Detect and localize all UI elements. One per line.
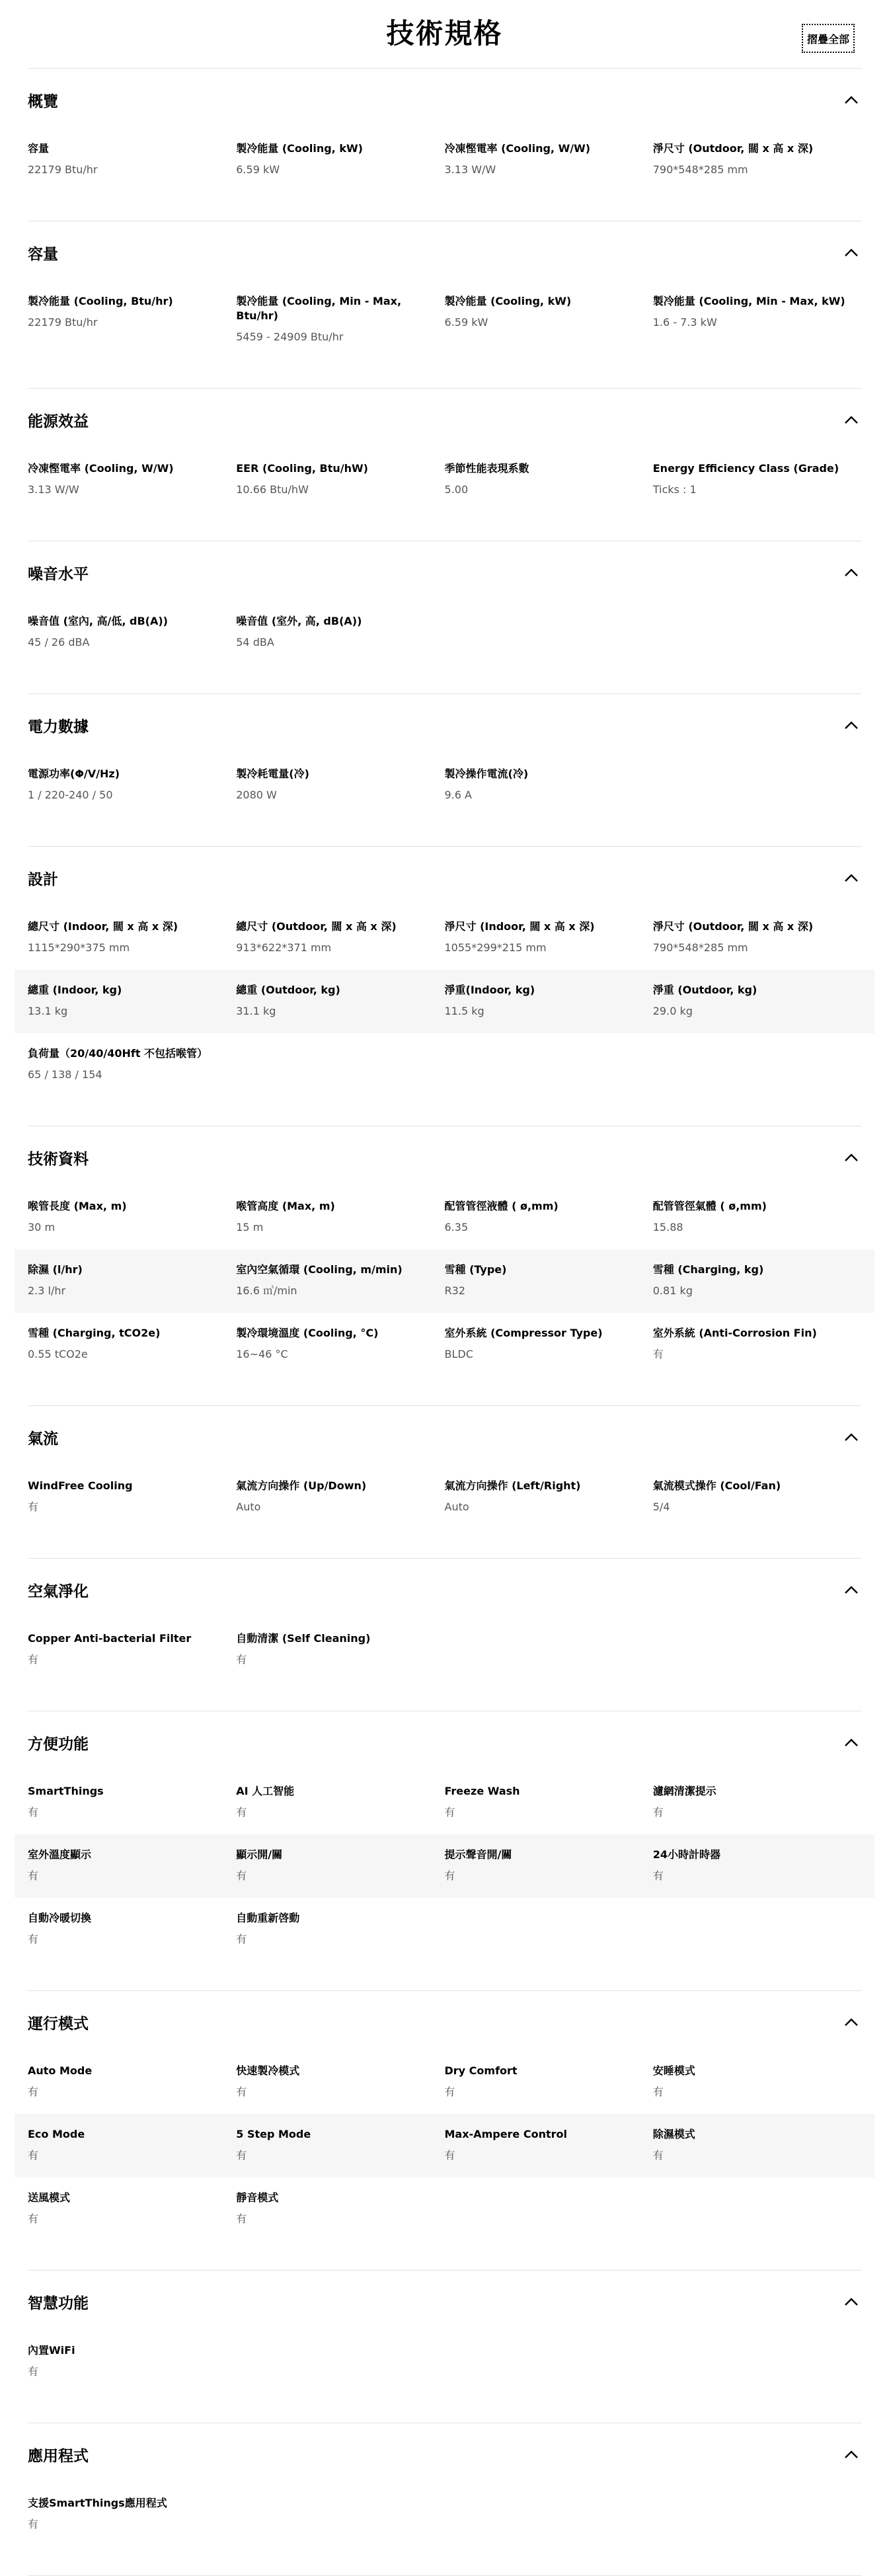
section-header[interactable] [28,867,861,889]
spec-value: 16~46 °C [236,1348,288,1360]
spec-item [28,294,236,344]
section-title: 技術資料 [28,1150,89,1168]
spec-value: 有 [652,1806,664,1818]
spec-item [653,1199,861,1235]
spec-label: 總重 (Outdoor, kg) [236,984,340,996]
spec-value: 9.6 A [444,789,472,801]
spec-item [445,767,653,802]
spec-value: 5.00 [444,483,469,496]
spec-value: 有 [236,2212,247,2225]
section-title: 運行模式 [28,2015,89,2033]
section-header[interactable] [28,1731,861,1754]
spec-value: Ticks : 1 [652,483,697,496]
collapse-all-button[interactable]: 摺疊全部 [802,24,855,53]
section-title: 空氣淨化 [28,1582,89,1600]
spec-label: 雪種 (Charging, kg) [652,1263,764,1276]
spec-label: 製冷能量 (Cooling, Btu/hr) [28,295,173,307]
spec-value: 22179 Btu/hr [28,163,98,176]
spec-item [236,1479,444,1514]
spec-item [653,2064,861,2099]
spec-row [15,128,874,192]
spec-item [236,1263,444,1298]
spec-label: 濾網清潔提示 [652,1785,716,1797]
spec-row [15,1771,874,1834]
spec-label: 配管管徑液體 ( ø,mm) [444,1200,559,1212]
spec-item [28,1911,236,1947]
spec-section [28,1991,861,2271]
spec-value: 16.6 ㎥/min [236,1284,297,1297]
spec-row [15,601,874,664]
section-title: 能源效益 [28,412,89,430]
section-title: 方便功能 [28,1735,89,1753]
spec-item [28,2127,236,2163]
spec-item [653,294,861,344]
chevron-up-icon[interactable] [841,243,861,262]
spec-label: 製冷操作電流(冷) [444,767,529,780]
spec-section [28,847,861,1126]
spec-label: Freeze Wash [444,1785,520,1797]
spec-label: 製冷能量 (Cooling, Min - Max, kW) [652,295,845,307]
section-header[interactable] [28,2290,861,2313]
spec-row [15,2050,874,2114]
spec-value: 10.66 Btu/hW [236,483,309,496]
spec-value: 31.1 kg [236,1005,276,1017]
spec-row [15,448,874,512]
spec-label: 總尺寸 (Indoor, 闊 x 高 x 深) [28,920,178,933]
chevron-up-icon[interactable] [841,1580,861,1600]
spec-item [236,141,444,177]
spec-row [15,1898,874,1961]
spec-label: 除濕 (l/hr) [28,1263,83,1276]
spec-row [15,1618,874,1682]
spec-item [445,1479,653,1514]
spec-value: 有 [28,1869,39,1882]
spec-value: 65 / 138 / 154 [28,1068,102,1081]
spec-value: 45 / 26 dBA [28,636,90,648]
section-title: 噪音水平 [28,565,89,583]
spec-item [236,461,444,497]
spec-value: 有 [652,2149,664,2162]
spec-row [15,1033,874,1097]
spec-item [445,1326,653,1362]
spec-label: 室外系統 (Anti-Corrosion Fin) [652,1327,817,1339]
section-header[interactable] [28,89,861,111]
spec-label: 顯示開/關 [236,1848,283,1861]
spec-item [28,919,236,955]
spec-item [445,983,653,1019]
spec-value: 30 m [28,1221,56,1233]
spec-value: 有 [236,1653,247,1666]
spec-section [28,221,861,389]
spec-item [28,1784,236,1820]
spec-label: 噪音值 (室外, 高, dB(A)) [236,615,362,627]
spec-label: Auto Mode [28,2064,93,2077]
spec-row [15,2483,874,2546]
spec-label: 噪音值 (室內, 高/低, dB(A)) [28,615,168,627]
spec-value: 有 [444,1869,455,1882]
spec-row [15,281,874,359]
spec-value: Auto [236,1501,261,1513]
spec-value: 3.13 W/W [444,163,496,176]
spec-section [28,1711,861,1991]
spec-sections [28,69,861,2576]
spec-label: 送風模式 [28,2191,71,2204]
chevron-up-icon[interactable] [841,1733,861,1752]
spec-row [15,1186,874,1249]
spec-row [15,2114,874,2177]
chevron-up-icon[interactable] [841,410,861,430]
section-header[interactable] [28,2011,861,2033]
spec-item [236,614,444,650]
spec-value: 6.59 kW [444,316,488,329]
spec-item [28,2064,236,2099]
spec-value: 790*548*285 mm [652,941,748,954]
section-header[interactable] [28,561,861,584]
chevron-up-icon[interactable] [841,2012,861,2032]
spec-label: 快速製冷模式 [236,2064,300,2077]
spec-label: 安睡模式 [652,2064,695,2077]
spec-item [236,294,444,344]
spec-label: 冷凍慳電率 (Cooling, W/W) [444,142,591,155]
spec-label: 製冷環境溫度 (Cooling, °C) [236,1327,379,1339]
section-title: 設計 [28,871,58,888]
spec-section [28,1559,861,1711]
spec-label: AI 人工智能 [236,1785,295,1797]
spec-label: 製冷能量 (Cooling, Min - Max, Btu/hr) [236,295,402,322]
spec-value: 有 [28,1501,39,1513]
spec-item [653,983,861,1019]
spec-value: 有 [444,1806,455,1818]
section-header[interactable] [28,714,861,736]
spec-value: 5/4 [652,1501,670,1513]
spec-item [236,767,444,802]
spec-item [236,1326,444,1362]
section-header[interactable] [28,2443,861,2466]
spec-value: 15.88 [652,1221,683,1233]
spec-value: 5459 - 24909 Btu/hr [236,331,344,343]
spec-item [445,1199,653,1235]
spec-value: 有 [28,1933,39,1945]
spec-row [15,1834,874,1898]
spec-item [445,1848,653,1883]
spec-value: 有 [652,2086,664,2098]
spec-item [653,1848,861,1883]
spec-item [236,1784,444,1820]
spec-label: EER (Cooling, Btu/hW) [236,462,368,475]
spec-label: 淨重 (Outdoor, kg) [652,984,757,996]
section-header[interactable] [28,409,861,431]
spec-label: 淨尺寸 (Outdoor, 闊 x 高 x 深) [652,920,814,933]
spec-row [15,2177,874,2241]
spec-value: 2080 W [236,789,277,801]
section-title: 概覽 [28,93,58,110]
spec-label: 雪種 (Charging, tCO2e) [28,1327,161,1339]
spec-label: Max-Ampere Control [444,2128,567,2140]
spec-label: 電源功率(Φ/V/Hz) [28,767,120,780]
spec-label: 自動清潔 (Self Cleaning) [236,1632,371,1645]
spec-item [653,1479,861,1514]
spec-value: 有 [236,2086,247,2098]
spec-label: 負荷量（20/40/40Hft 不包括喉管） [28,1047,208,1060]
spec-label: 季節性能表現系數 [444,462,529,475]
spec-item [28,1479,236,1514]
spec-item [445,1263,653,1298]
spec-value: 有 [652,1869,664,1882]
spec-section [28,694,861,847]
spec-item [653,919,861,955]
spec-label: 支援SmartThings應用程式 [28,2497,167,2509]
page-header [28,0,861,69]
chevron-up-icon[interactable] [841,90,861,110]
spec-item [236,1631,444,1667]
spec-value: 有 [28,2365,39,2378]
spec-item [653,461,861,497]
spec-item [28,461,236,497]
spec-label: 氣流方向操作 (Up/Down) [236,1479,367,1492]
spec-value: 有 [444,2086,455,2098]
spec-label: 冷凍慳電率 (Cooling, W/W) [28,462,174,475]
spec-value: 有 [28,2212,39,2225]
spec-row [15,1465,874,1529]
spec-value: 0.55 tCO2e [28,1348,88,1360]
spec-item [445,919,653,955]
spec-item [445,461,653,497]
section-header[interactable] [28,1579,861,1601]
spec-item [653,2127,861,2163]
spec-value: 有 [28,2149,39,2162]
chevron-up-icon[interactable] [841,1148,861,1167]
spec-value: 0.81 kg [652,1284,693,1297]
section-title: 電力數據 [28,718,89,736]
spec-section [28,1406,861,1559]
spec-row [15,906,874,970]
spec-label: 室外溫度顯示 [28,1848,92,1861]
spec-label: 總重 (Indoor, kg) [28,984,122,996]
spec-value: 54 dBA [236,636,274,648]
spec-section [28,389,861,541]
spec-label: 配管管徑氣體 ( ø,mm) [652,1200,767,1212]
section-header[interactable] [28,1146,861,1169]
spec-value: 有 [236,1869,247,1882]
spec-label: 自動冷暖切換 [28,1912,92,1924]
spec-label: 喉管高度 (Max, m) [236,1200,335,1212]
spec-item [445,2064,653,2099]
spec-value: Auto [444,1501,469,1513]
spec-item [653,1263,861,1298]
spec-value: 有 [28,2086,39,2098]
spec-value: 有 [236,1933,247,1945]
spec-value: 1.6 - 7.3 kW [652,316,717,329]
section-title: 氣流 [28,1430,58,1448]
chevron-up-icon[interactable] [841,868,861,888]
spec-item [445,1784,653,1820]
spec-value: 有 [652,1348,664,1360]
section-title: 應用程式 [28,2447,89,2465]
spec-section [28,2423,861,2576]
spec-label: SmartThings [28,1785,104,1797]
spec-value: 15 m [236,1221,264,1233]
spec-item [28,614,236,650]
spec-value: R32 [444,1284,465,1297]
chevron-up-icon[interactable] [841,2292,861,2312]
spec-value: 有 [236,1806,247,1818]
spec-value: 有 [28,2518,39,2530]
spec-item [28,767,236,802]
spec-item [236,1911,444,1947]
spec-value: BLDC [444,1348,473,1360]
spec-label: 24小時計時器 [652,1848,721,1861]
spec-item [653,141,861,177]
spec-item [28,1263,236,1298]
spec-label: 製冷能量 (Cooling, kW) [236,142,363,155]
spec-value: 2.3 l/hr [28,1284,66,1297]
spec-value: 22179 Btu/hr [28,316,98,329]
spec-item [28,1848,236,1883]
spec-label: 氣流模式操作 (Cool/Fan) [652,1479,781,1492]
spec-section [28,541,861,694]
spec-value: 有 [236,2149,247,2162]
spec-label: 自動重新啓動 [236,1912,300,1924]
spec-value: 913*622*371 mm [236,941,332,954]
spec-value: 790*548*285 mm [652,163,748,176]
spec-value: 1115*290*375 mm [28,941,130,954]
spec-label: 喉管長度 (Max, m) [28,1200,127,1212]
spec-item [236,2127,444,2163]
spec-item [28,1326,236,1362]
spec-value: 13.1 kg [28,1005,68,1017]
spec-label: 容量 [28,142,50,155]
spec-item [28,141,236,177]
spec-label: 淨重(Indoor, kg) [444,984,535,996]
spec-row [15,2330,874,2394]
spec-item [28,2343,236,2379]
spec-value: 11.5 kg [444,1005,484,1017]
spec-label: Energy Efficiency Class (Grade) [652,462,839,475]
spec-label: 淨尺寸 (Outdoor, 闊 x 高 x 深) [652,142,814,155]
spec-item [653,1326,861,1362]
spec-section [28,69,861,221]
spec-item [445,141,653,177]
spec-label: 製冷能量 (Cooling, kW) [444,295,572,307]
chevron-up-icon[interactable] [841,2444,861,2464]
spec-label: 室內空氣循環 (Cooling, m/min) [236,1263,403,1276]
spec-label: 製冷耗電量(冷) [236,767,309,780]
spec-value: 3.13 W/W [28,483,79,496]
spec-row [15,754,874,817]
page-title: 技術規格 [386,17,503,50]
spec-item [28,1631,236,1667]
spec-label: 靜音模式 [236,2191,279,2204]
spec-row [15,970,874,1033]
spec-label: Eco Mode [28,2128,85,2140]
spec-item [445,2127,653,2163]
spec-label: 淨尺寸 (Indoor, 闊 x 高 x 深) [444,920,595,933]
spec-item [236,2064,444,2099]
spec-value: 29.0 kg [652,1005,693,1017]
spec-item [28,1046,236,1082]
spec-item [653,1784,861,1820]
spec-item [28,2496,236,2532]
spec-value: 1055*299*215 mm [444,941,547,954]
spec-label: 除濕模式 [652,2128,695,2140]
spec-item [236,1848,444,1883]
spec-value: 有 [28,1653,39,1666]
section-title: 智慧功能 [28,2294,89,2312]
spec-item [28,2191,236,2226]
spec-item [236,983,444,1019]
spec-label: 室外系統 (Compressor Type) [444,1327,603,1339]
spec-label: 提示聲音開/關 [444,1848,512,1861]
spec-label: 內置WiFi [28,2344,75,2357]
section-header[interactable] [28,1426,861,1448]
spec-item [28,983,236,1019]
spec-label: 雪種 (Type) [444,1263,507,1276]
spec-value: 1 / 220-240 / 50 [28,789,113,801]
chevron-up-icon[interactable] [841,1427,861,1447]
spec-item [28,1199,236,1235]
spec-item [236,1199,444,1235]
spec-item [236,2191,444,2226]
spec-value: 有 [28,1806,39,1818]
spec-label: 氣流方向操作 (Left/Right) [444,1479,581,1492]
spec-section [28,2271,861,2423]
spec-row [15,1249,874,1313]
spec-label: Dry Comfort [444,2064,518,2077]
spec-label: 5 Step Mode [236,2128,311,2140]
spec-value: 6.59 kW [236,163,280,176]
spec-label: Copper Anti-bacterial Filter [28,1632,192,1645]
section-header[interactable] [28,241,861,264]
chevron-up-icon[interactable] [841,563,861,582]
spec-item [236,919,444,955]
section-title: 容量 [28,245,58,263]
chevron-up-icon[interactable] [841,715,861,735]
spec-row [15,1313,874,1376]
spec-section [28,1126,861,1406]
spec-value: 有 [444,2149,455,2162]
spec-item [445,294,653,344]
spec-value: 6.35 [444,1221,469,1233]
spec-label: WindFree Cooling [28,1479,133,1492]
spec-label: 總尺寸 (Outdoor, 闊 x 高 x 深) [236,920,397,933]
